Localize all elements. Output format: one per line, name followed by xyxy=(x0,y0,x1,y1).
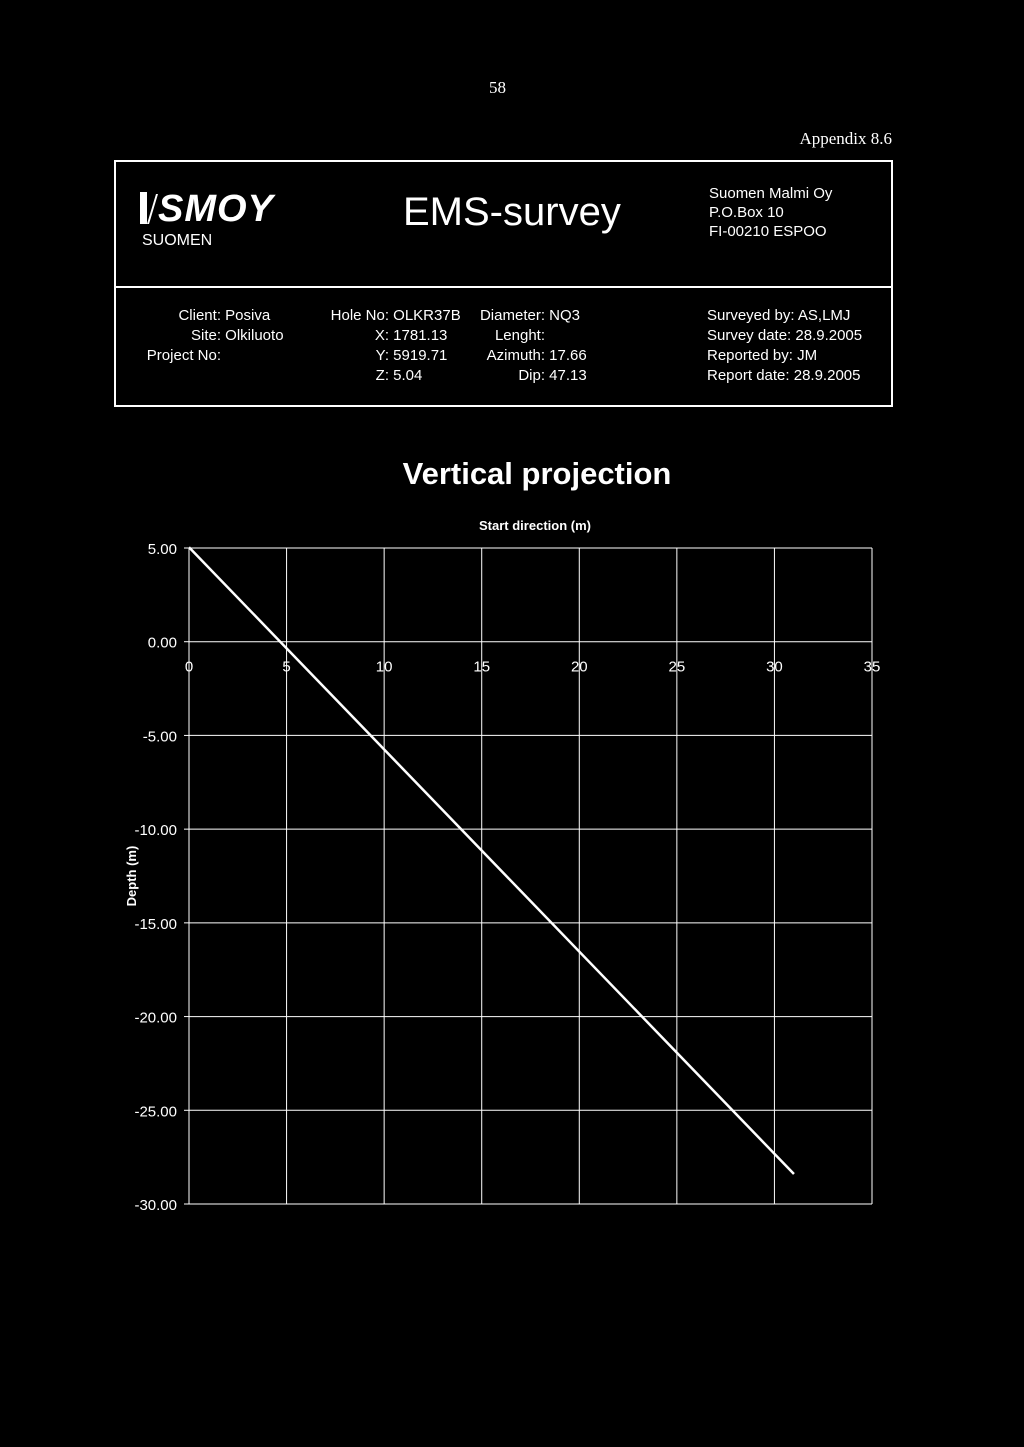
client-label: Client: xyxy=(178,307,221,324)
y-tick-label: -15.00 xyxy=(134,915,177,933)
x-axis-title: Start direction (m) xyxy=(479,518,591,533)
y-axis-title: Depth (m) xyxy=(124,845,139,907)
diameter-label: Diameter: xyxy=(479,307,545,324)
dip-value: 47.13 xyxy=(549,367,587,384)
y-label: Y: xyxy=(375,347,389,364)
site-label: Site: xyxy=(190,327,221,344)
page-number: 58 xyxy=(489,78,506,97)
surveyed-by-value: AS,LMJ xyxy=(797,307,851,324)
x-tick-label: 10 xyxy=(375,658,393,676)
x-value: 1781.13 xyxy=(393,327,448,344)
y-tick-label: 0.00 xyxy=(147,634,177,652)
chart-title: Vertical projection xyxy=(402,456,672,491)
hole-label: Hole No: xyxy=(330,307,389,324)
company-box: P.O.Box 10 xyxy=(709,204,784,221)
y-tick-label: -10.00 xyxy=(134,822,177,840)
hole-value: OLKR37B xyxy=(393,307,461,324)
surveyed-by-label: Surveyed by: xyxy=(707,307,795,324)
x-tick-label: 20 xyxy=(570,658,588,676)
y-tick-label: -5.00 xyxy=(142,728,177,746)
x-tick-label: 0 xyxy=(184,658,194,676)
report-date-value: 28.9.2005 xyxy=(793,367,861,384)
x-tick-label: 30 xyxy=(766,658,783,676)
azimuth-label: Azimuth: xyxy=(486,347,545,364)
survey-date-value: 28.9.2005 xyxy=(795,327,863,344)
y-tick-label: 5.00 xyxy=(147,541,177,558)
x-label: X: xyxy=(374,327,389,344)
survey-title: EMS-survey xyxy=(403,190,621,234)
x-tick-label: 25 xyxy=(668,658,686,676)
project-label: Project No: xyxy=(146,347,221,364)
y-tick-label: -20.00 xyxy=(134,1009,177,1027)
report-date-label: Report date: xyxy=(707,367,790,384)
z-value: 5.04 xyxy=(393,367,423,384)
logo-text: SMOY xyxy=(158,188,274,230)
company-city: FI-00210 ESPOO xyxy=(709,223,827,240)
y-tick-label: -30.00 xyxy=(134,1197,177,1214)
logo-subtitle: SUOMEN xyxy=(142,232,213,249)
y-value: 5919.71 xyxy=(393,347,448,364)
azimuth-value: 17.66 xyxy=(549,347,587,364)
x-tick-label: 35 xyxy=(863,658,881,676)
site-value: Olkiluoto xyxy=(225,327,284,344)
x-tick-label: 15 xyxy=(473,658,491,676)
reported-by-value: JM xyxy=(797,347,818,364)
client-value: Posiva xyxy=(225,307,271,324)
diameter-value: NQ3 xyxy=(549,307,581,324)
survey-date-label: Survey date: xyxy=(707,327,792,344)
length-label: Lenght: xyxy=(494,327,545,344)
y-tick-label: -25.00 xyxy=(134,1103,177,1121)
appendix-label: Appendix 8.6 xyxy=(799,129,892,148)
dip-label: Dip: xyxy=(518,367,545,384)
reported-by-label: Reported by: xyxy=(707,347,793,364)
company-name: Suomen Malmi Oy xyxy=(709,185,833,202)
grid-layer xyxy=(184,548,872,1204)
z-label: Z: xyxy=(375,367,389,384)
x-tick-label: 5 xyxy=(282,658,291,676)
